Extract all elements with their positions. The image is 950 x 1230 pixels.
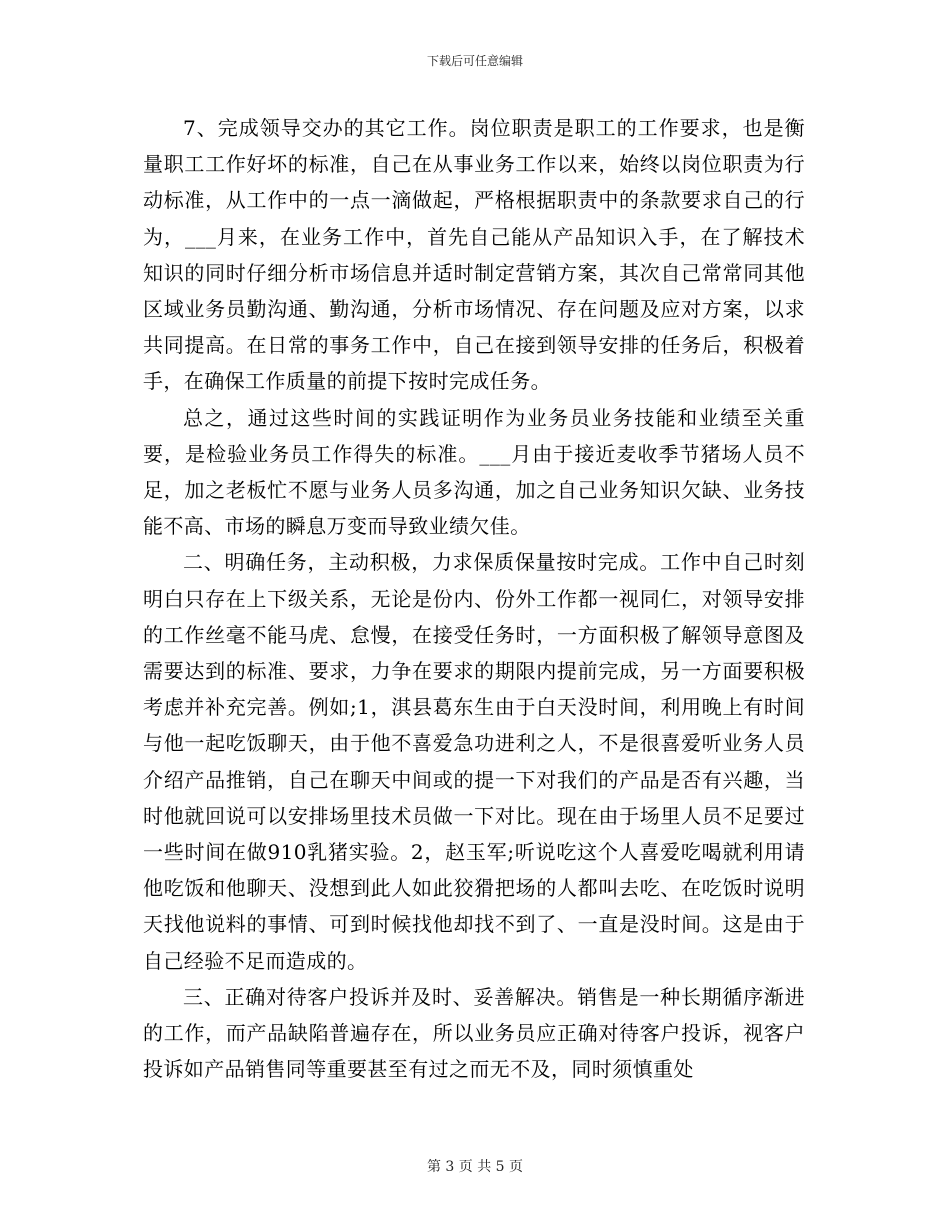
page-header: 下载后可任意编辑: [426, 54, 523, 68]
paragraph-4: 三、正确对待客户投诉并及时、妥善解决。销售是一种长期循序渐进的工作，而产品缺陷普遍存在，所以业务员应正确对待客户投诉，视客户投诉如产品销售同等重要甚至有过之而无不及，同时须慎重处: [143, 984, 805, 1082]
paragraph-2: 总之，通过这些时间的实践证明作为业务员业务技能和业绩至关重要，是检验业务员工作得失的标准。___月由于接近麦收季节猪场人员不足，加之老板忙不愿与业务人员多沟通，加之自己业务知识欠缺、业务技能不高、市场的瞬息万变而导致业绩欠佳。: [143, 405, 805, 539]
paragraph-3: 二、明确任务，主动积极，力求保质保量按时完成。工作中自己时刻明白只存在上下级关系，无论是份内、份外工作都一视同仁，对领导安排的工作丝毫不能马虎、怠慢，在接受任务时，一方面积极了解领导意图及需要达到的标准、要求，力争在要求的期限内提前完成，另一方面要积极考虑并补充完善。例如;1，淇县葛东生由于白天没时间，利用晚上有时间与他一起吃饭聊天，由于他不喜爱急功进利之人，不是很喜爱听业务人员介绍产品推销，自己在聊天中间或的提一下对我们的产品是否有兴趣，当时他就回说可以安排场里技术员做一下对比。现在由于场里人员不足要过一些时间在做910乳猪实验。2，赵玉军;听说吃这个人喜爱吃喝就利用请他吃饭和他聊天、没想到此人如此狡猾把场的人都叫去吃、在吃饭时说明天找他说料的事情、可到时候找他却找不到了、一直是没时间。这是由于自己经验不足而造成的。: [143, 550, 805, 973]
paragraph-1: 7、完成领导交办的其它工作。岗位职责是职工的工作要求，也是衡量职工工作好坏的标准，自己在从事业务工作以来，始终以岗位职责为行动标准，从工作中的一点一滴做起，严格根据职责中的条款要求自己的行为，___月来，在业务工作中，首先自己能从产品知识入手，在了解技术知识的同时仔细分析市场信息并适时制定营销方案，其次自己常常同其他区域业务员勤沟通、勤沟通，分析市场情况、存在问题及应对方案，以求共同提高。在日常的事务工作中，自己在接到领导安排的任务后，积极着手，在确保工作质量的前提下按时完成任务。: [143, 116, 805, 394]
document-body: [143, 110, 805, 1087]
page-number: 第 3 页 共 5 页: [426, 1159, 524, 1175]
